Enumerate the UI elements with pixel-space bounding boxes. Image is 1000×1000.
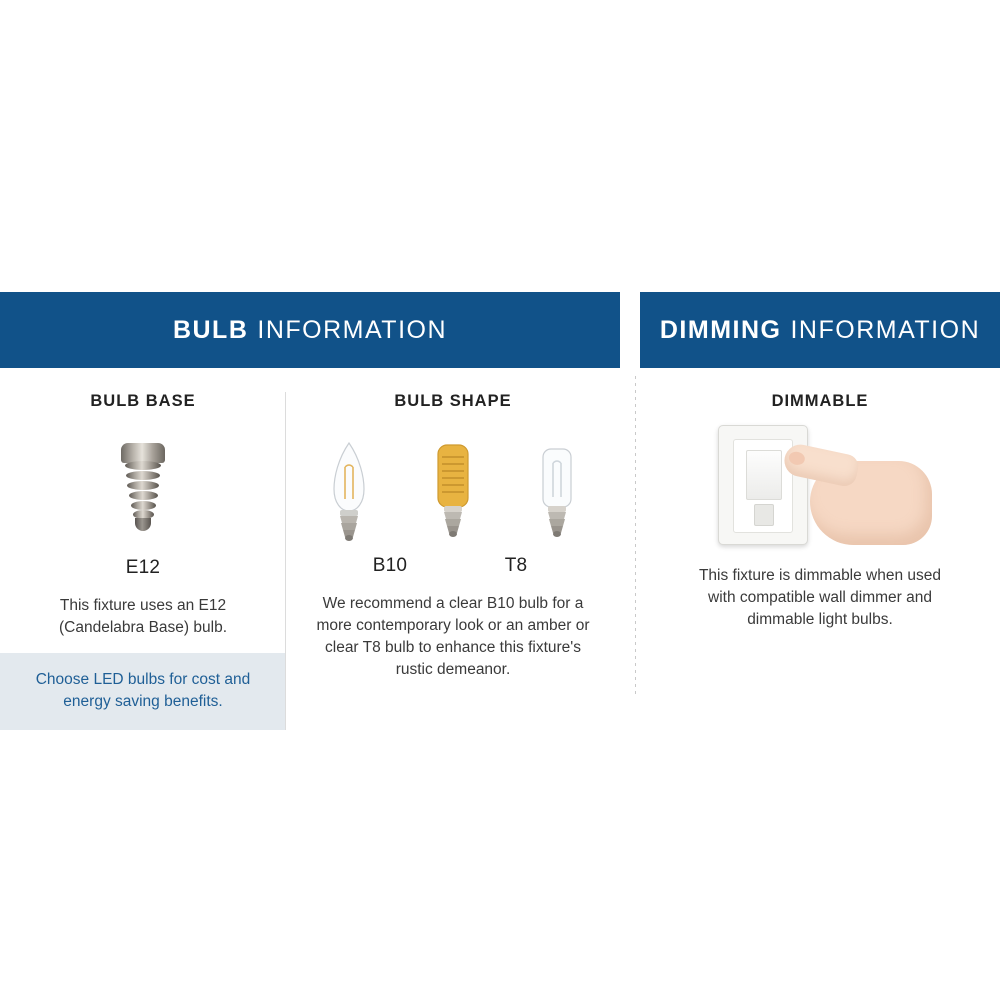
bulb-shape-artwork <box>286 421 620 547</box>
wall-dimmer-illustration <box>700 421 940 549</box>
bulb-base-column <box>0 368 286 730</box>
t8-label: T8 <box>504 555 528 576</box>
dimmable-description: This fixture is dimmable when used with compatible wall dimmer and dimmable light bulbs. <box>698 567 942 628</box>
bulb-header-bold: BULB <box>172 315 249 344</box>
bulb-information-panel <box>0 292 620 730</box>
dimming-header-bold: DIMMING <box>659 315 782 344</box>
e12-base-icon <box>113 443 173 547</box>
bulb-shape-title: BULB SHAPE <box>394 392 512 410</box>
dimming-information-panel <box>640 292 1000 730</box>
bulb-shape-description: We recommend a clear B10 bulb for a more contemporary look or an amber or clear T8 bulb to enhance this fixture's rustic demeanor. <box>316 595 590 678</box>
led-tip-callout: Choose LED bulbs for cost and energy saving benefits. <box>0 653 286 730</box>
bulb-base-label: E12 <box>125 557 161 578</box>
bulb-base-artwork <box>0 421 286 547</box>
dimming-information-header <box>640 292 1000 368</box>
dimming-panel-body <box>640 368 1000 631</box>
panel-gap <box>620 292 640 730</box>
bulb-header-light: INFORMATION <box>257 315 448 344</box>
b10-label: B10 <box>372 555 408 576</box>
b10-bulb-icon <box>314 437 384 547</box>
bulb-base-description: This fixture uses an E12 (Candelabra Base) bulb. <box>58 597 228 636</box>
bulb-information-header <box>0 292 620 368</box>
hand-icon <box>784 443 934 549</box>
bulb-shape-column <box>286 368 620 730</box>
dimmer-slider-icon <box>754 504 774 526</box>
t8-clear-bulb-icon <box>522 437 592 547</box>
t8-amber-bulb-icon <box>418 437 488 547</box>
dimmable-title: DIMMABLE <box>771 392 869 410</box>
panels-container <box>0 292 1000 730</box>
bulb-base-title: BULB BASE <box>90 392 196 410</box>
bulb-shape-labels <box>286 555 620 577</box>
dimmable-column <box>640 368 1000 631</box>
dimming-header-light: INFORMATION <box>790 315 981 344</box>
bulb-panel-body <box>0 368 620 730</box>
rocker-switch-icon <box>746 450 782 500</box>
